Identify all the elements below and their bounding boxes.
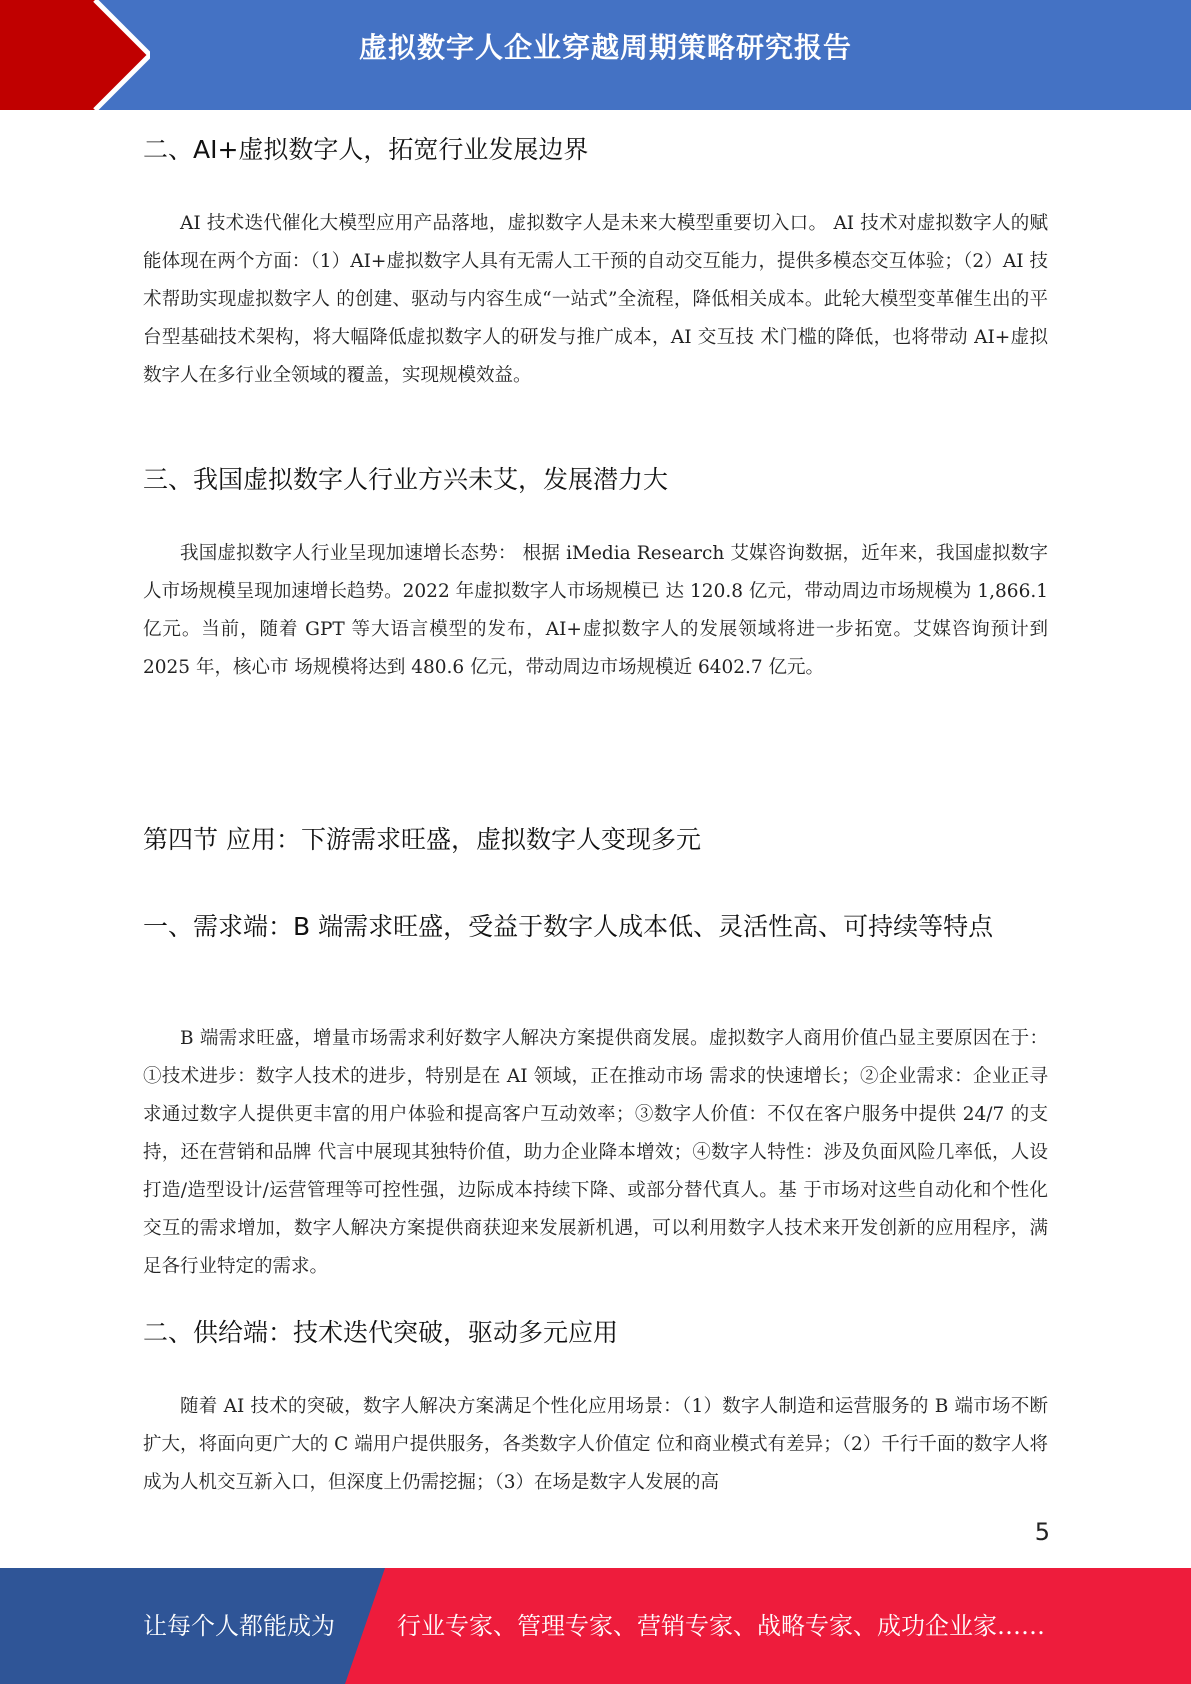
section-paragraph-demand-side: B 端需求旺盛，增量市场需求利好数字人解决方案提供商发展。虚拟数字人商用价值凸显主要原因在于：①技术进步：数字人技术的进步，特别是在 AI 领域，正在推动市场 需求的快速增长；②企业需求：企业正寻求通过数字人提供更丰富的用户体验和提高客户互动效率；③数字人价值：不仅在客户服务中提供 24/7 的支持，还在营销和品牌 代言中展现其独特价值，助力企业降本增效；④数字人特性：涉及负面风险几率低，人设打造/造型设计/运营管理等可控性强，边际成本持续下降、或部分替代真人。基 于市场对这些自动化和个性化交互的需求增加，数字人解决方案提供商获迎来发展新机遇，可以利用数字人技术来开发创新的应用程序，满足各行业特定的需求。 xyxy=(143,1028,1048,1277)
page-number: 5 xyxy=(1034,1518,1050,1546)
section-heading-ai-digital-human: 二、AI+虚拟数字人，拓宽行业发展边界 xyxy=(143,135,589,164)
section-heading-domestic-industry: 三、我国虚拟数字人行业方兴未艾，发展潜力大 xyxy=(143,465,669,494)
report-title: 虚拟数字人企业穿越周期策略研究报告 xyxy=(358,31,852,64)
chapter-heading-applications: 第四节 应用：下游需求旺盛，虚拟数字人变现多元 xyxy=(143,825,701,854)
page-header xyxy=(0,0,1191,110)
section-paragraph-supply-side: 随着 AI 技术的突破，数字人解决方案满足个性化应用场景：（1）数字人制造和运营服务的 B 端市场不断扩大，将面向更广大的 C 端用户提供服务，各类数字人价值定 位和商业模式有差异；（2）千行千面的数字人将成为人机交互新入口，但深度上仍需挖掘；（3）在场是数字人发展的高 xyxy=(143,1396,1048,1493)
section-paragraph-ai-digital-human: AI 技术迭代催化大模型应用产品落地，虚拟数字人是未来大模型重要切入口。 AI 技术对虚拟数字人的赋能体现在两个方面：（1）AI+虚拟数字人具有无需人工干预的自动交互能力，提供多模态交互体验；（2）AI 技术帮助实现虚拟数字人 的创建、驱动与内容生成“一站式”全流程，降低相关成本。此轮大模型变革催生出的平台型基础技术架构，将大幅降低虚拟数字人的研发与推广成本，AI 交互技 术门槛的降低，也将带动 AI+虚拟数字人在多行业全领域的覆盖，实现规模效益。 xyxy=(143,213,1048,386)
footer-slogan-right: 行业专家、管理专家、营销专家、战略专家、成功企业家…… xyxy=(397,1612,1045,1640)
page-footer xyxy=(0,1568,1191,1684)
section-heading-demand-side: 一、需求端：B 端需求旺盛，受益于数字人成本低、灵活性高、可持续等特点 xyxy=(143,912,994,941)
section-heading-supply-side: 二、供给端：技术迭代突破，驱动多元应用 xyxy=(143,1318,619,1347)
footer-slogan-left: 让每个人都能成为 xyxy=(143,1612,335,1640)
section-paragraph-domestic-industry: 我国虚拟数字人行业呈现加速增长态势： 根据 iMedia Research 艾媒咨询数据，近年来，我国虚拟数字人市场规模呈现加速增长趋势。2022 年虚拟数字人市场规模已 达 120.8 亿元，带动周边市场规模为 1,866.1 亿元。当前，随着 GPT 等大语言模型的发布，AI+虚拟数字人的发展领域将进一步拓宽。艾媒咨询预计到 2025 年，核心市 场规模将达到 480.6 亿元，带动周边市场规模近 6402.7 亿元。 xyxy=(143,543,1048,678)
